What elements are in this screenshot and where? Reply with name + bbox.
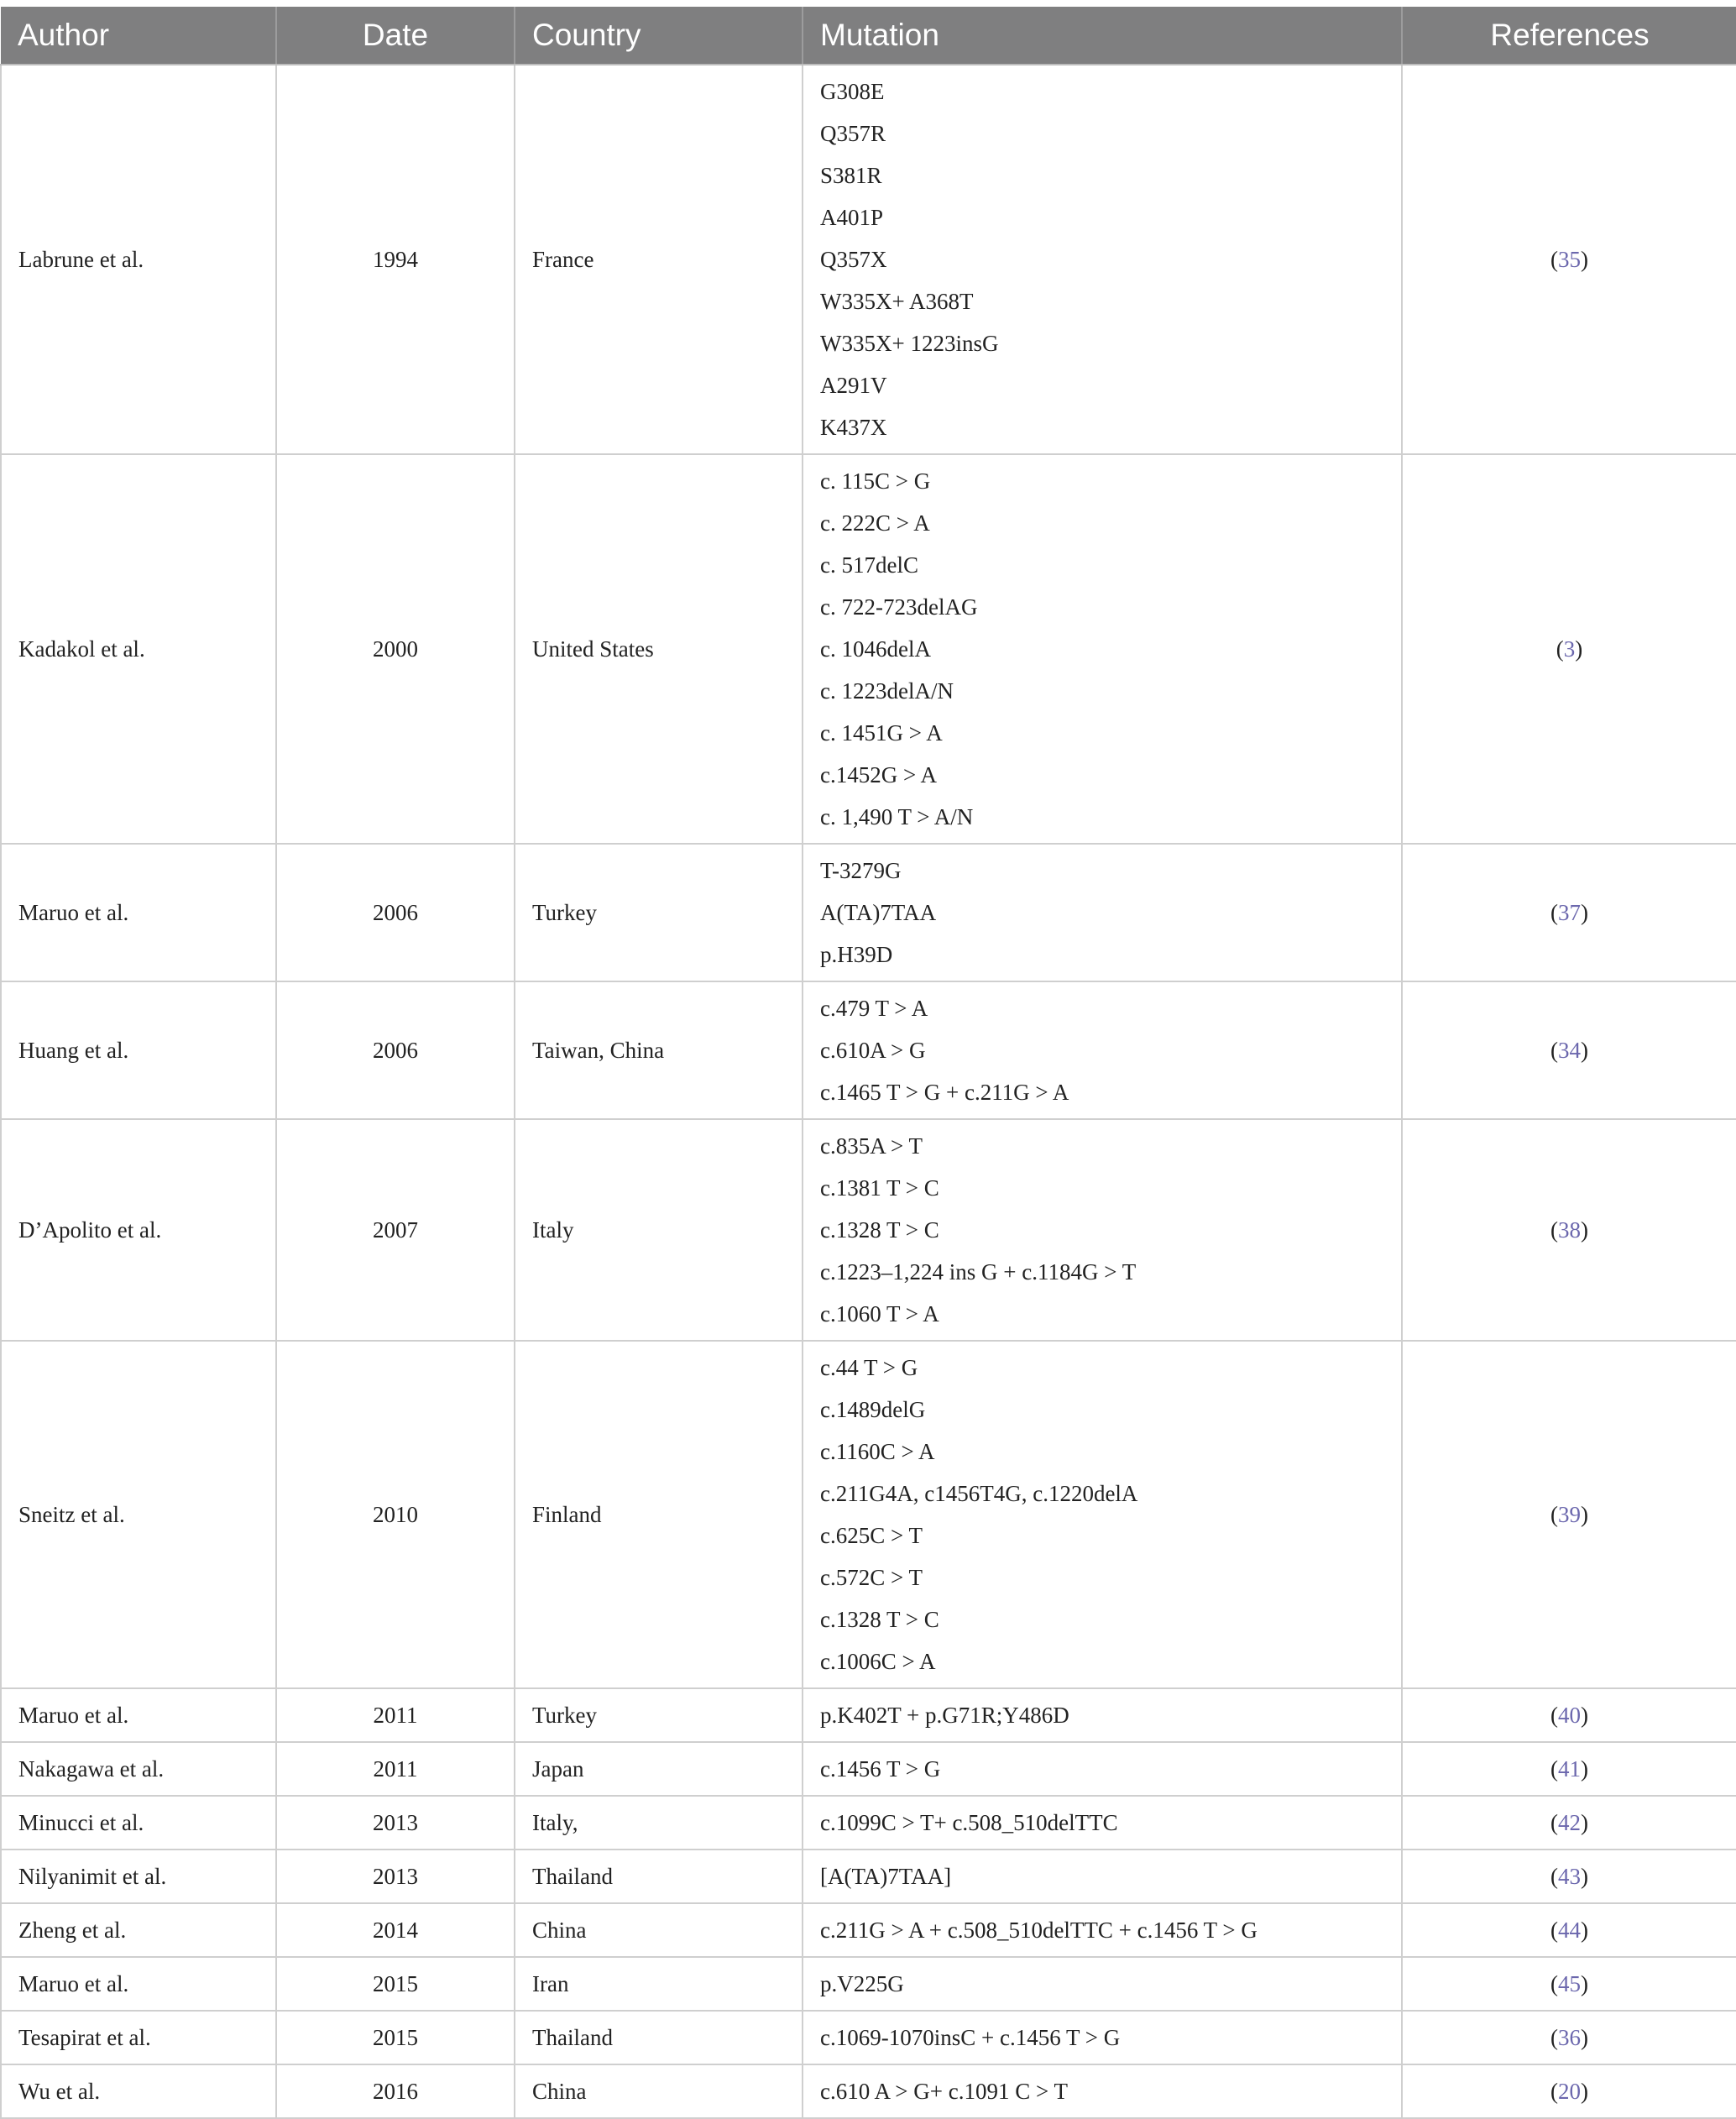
cell-country: Italy: [515, 1119, 803, 1341]
cell-date: 2013: [276, 1796, 515, 1850]
mutation-table: [0, 7, 1736, 2119]
table-row: [1, 1119, 1736, 1341]
mutation-entry: c. 722-723delAG: [820, 594, 978, 620]
reference-link[interactable]: 42: [1558, 1810, 1581, 1835]
reference-link[interactable]: 35: [1558, 247, 1581, 272]
mutation-entry: p.V225G: [820, 1971, 904, 1996]
mutation-entry: c.1456 T > G: [820, 1756, 941, 1782]
mutation-entry: c.1099C > T+ c.508_510delTTC: [820, 1810, 1118, 1835]
table-row: [1, 65, 1736, 454]
mutation-entry: W335X+ A368T: [820, 289, 974, 314]
mutation-entry: c. 1,490 T > A/N: [820, 804, 974, 829]
cell-author: Huang et al.: [1, 981, 276, 1119]
reference-link[interactable]: 36: [1558, 2025, 1581, 2050]
reference-link[interactable]: 38: [1558, 1217, 1581, 1243]
cell-reference: (36): [1402, 2011, 1736, 2064]
cell-country: Finland: [515, 1341, 803, 1688]
mutation-table-container: [0, 7, 1736, 2119]
reference-link[interactable]: 20: [1558, 2079, 1581, 2104]
mutation-entry: p.H39D: [820, 942, 893, 967]
mutation-entry: c.1328 T > C: [820, 1607, 939, 1632]
table-row: [1, 1957, 1736, 2011]
mutation-entry: c. 222C > A: [820, 510, 930, 536]
header-mutation: Mutation: [803, 7, 1402, 65]
mutation-entry: c.1060 T > A: [820, 1301, 939, 1326]
reference-link[interactable]: 45: [1558, 1971, 1581, 1996]
mutation-entry: c.610A > G: [820, 1038, 926, 1063]
cell-date: 2016: [276, 2064, 515, 2118]
cell-mutation: [803, 1742, 1402, 1796]
mutation-entry: T-3279G: [820, 858, 902, 883]
mutation-entry: A291V: [820, 373, 887, 398]
mutation-entry: G308E: [820, 79, 885, 104]
cell-date: 2014: [276, 1903, 515, 1957]
header-references: References: [1402, 7, 1736, 65]
cell-date: 2006: [276, 981, 515, 1119]
table-row: [1, 2064, 1736, 2118]
cell-reference: (40): [1402, 1688, 1736, 1742]
mutation-entry: p.K402T + p.G71R;Y486D: [820, 1703, 1069, 1728]
table-row: [1, 1742, 1736, 1796]
mutation-entry: c. 1223delA/N: [820, 678, 954, 704]
cell-mutation: [803, 1119, 1402, 1341]
mutation-entry: W335X+ 1223insG: [820, 331, 999, 356]
reference-link[interactable]: 44: [1558, 1918, 1581, 1943]
cell-country: Taiwan, China: [515, 981, 803, 1119]
cell-author: Nakagawa et al.: [1, 1742, 276, 1796]
cell-mutation: [803, 454, 1402, 844]
cell-author: Maruo et al.: [1, 1688, 276, 1742]
reference-link[interactable]: 41: [1558, 1756, 1581, 1782]
table-row: [1, 981, 1736, 1119]
header-author: Author: [1, 7, 276, 65]
cell-country: China: [515, 1903, 803, 1957]
mutation-entry: c.610 A > G+ c.1091 C > T: [820, 2079, 1068, 2104]
cell-mutation: [803, 844, 1402, 981]
cell-author: Wu et al.: [1, 2064, 276, 2118]
cell-date: 2000: [276, 454, 515, 844]
table-row: [1, 1796, 1736, 1850]
header-date: Date: [276, 7, 515, 65]
cell-mutation: [803, 2064, 1402, 2118]
mutation-entry: c.1160C > A: [820, 1439, 935, 1464]
cell-date: 2010: [276, 1341, 515, 1688]
cell-mutation: [803, 65, 1402, 454]
reference-link[interactable]: 3: [1563, 636, 1576, 662]
header-country: Country: [515, 7, 803, 65]
cell-country: Turkey: [515, 1688, 803, 1742]
mutation-entry: c.44 T > G: [820, 1355, 918, 1380]
mutation-entry: c.1489delG: [820, 1397, 926, 1422]
cell-author: D’Apolito et al.: [1, 1119, 276, 1341]
mutation-entry: c. 1451G > A: [820, 720, 943, 746]
cell-mutation: [803, 1903, 1402, 1957]
cell-reference: (45): [1402, 1957, 1736, 2011]
cell-country: France: [515, 65, 803, 454]
cell-country: Thailand: [515, 1850, 803, 1903]
mutation-entry: c.479 T > A: [820, 996, 928, 1021]
reference-link[interactable]: 39: [1558, 1502, 1581, 1527]
cell-reference: (44): [1402, 1903, 1736, 1957]
mutation-entry: c. 115C > G: [820, 468, 931, 494]
cell-reference: (39): [1402, 1341, 1736, 1688]
cell-author: Maruo et al.: [1, 1957, 276, 2011]
cell-date: 2013: [276, 1850, 515, 1903]
cell-author: Labrune et al.: [1, 65, 276, 454]
cell-author: Maruo et al.: [1, 844, 276, 981]
mutation-entry: c.1381 T > C: [820, 1175, 939, 1201]
table-row: [1, 1688, 1736, 1742]
mutation-entry: c.572C > T: [820, 1565, 923, 1590]
cell-author: Zheng et al.: [1, 1903, 276, 1957]
cell-reference: (42): [1402, 1796, 1736, 1850]
table-row: [1, 1341, 1736, 1688]
header-row: [1, 7, 1736, 65]
cell-reference: (34): [1402, 981, 1736, 1119]
mutation-entry: c. 517delC: [820, 552, 918, 578]
cell-mutation: [803, 2011, 1402, 2064]
mutation-entry: c.1452G > A: [820, 762, 937, 787]
cell-reference: (43): [1402, 1850, 1736, 1903]
mutation-entry: c.625C > T: [820, 1523, 923, 1548]
cell-mutation: [803, 1688, 1402, 1742]
cell-mutation: [803, 1957, 1402, 2011]
cell-country: Iran: [515, 1957, 803, 2011]
mutation-entry: c.1006C > A: [820, 1649, 936, 1674]
mutation-entry: K437X: [820, 415, 887, 440]
cell-date: 2007: [276, 1119, 515, 1341]
reference-link[interactable]: 34: [1558, 1038, 1581, 1063]
mutation-entry: c.1069-1070insC + c.1456 T > G: [820, 2025, 1121, 2050]
mutation-entry: c.211G4A, c1456T4G, c.1220delA: [820, 1481, 1138, 1506]
cell-reference: (37): [1402, 844, 1736, 981]
cell-mutation: [803, 1796, 1402, 1850]
cell-country: Italy,: [515, 1796, 803, 1850]
table-row: [1, 1903, 1736, 1957]
mutation-entry: c.1328 T > C: [820, 1217, 939, 1243]
cell-author: Nilyanimit et al.: [1, 1850, 276, 1903]
cell-author: Sneitz et al.: [1, 1341, 276, 1688]
cell-mutation: [803, 1341, 1402, 1688]
reference-link[interactable]: 40: [1558, 1703, 1581, 1728]
cell-date: 1994: [276, 65, 515, 454]
cell-country: Turkey: [515, 844, 803, 981]
cell-reference: (41): [1402, 1742, 1736, 1796]
mutation-entry: A(TA)7TAA: [820, 900, 937, 925]
table-row: [1, 454, 1736, 844]
mutation-entry: [A(TA)7TAA]: [820, 1864, 952, 1889]
cell-reference: (3): [1402, 454, 1736, 844]
cell-date: 2015: [276, 1957, 515, 2011]
mutation-entry: c.835A > T: [820, 1133, 923, 1159]
mutation-entry: Q357R: [820, 121, 886, 146]
cell-date: 2011: [276, 1688, 515, 1742]
cell-country: Thailand: [515, 2011, 803, 2064]
cell-date: 2011: [276, 1742, 515, 1796]
cell-author: Tesapirat et al.: [1, 2011, 276, 2064]
cell-author: Kadakol et al.: [1, 454, 276, 844]
table-row: [1, 1850, 1736, 1903]
reference-link[interactable]: 43: [1558, 1864, 1581, 1889]
table-header: [1, 7, 1736, 65]
cell-reference: (20): [1402, 2064, 1736, 2118]
mutation-entry: c. 1046delA: [820, 636, 931, 662]
mutation-entry: Q357X: [820, 247, 887, 272]
table-row: [1, 844, 1736, 981]
cell-country: United States: [515, 454, 803, 844]
cell-mutation: [803, 1850, 1402, 1903]
table-row: [1, 2011, 1736, 2064]
mutation-entry: c.211G > A + c.508_510delTTC + c.1456 T > G: [820, 1918, 1258, 1943]
reference-link[interactable]: 37: [1558, 900, 1581, 925]
cell-reference: (38): [1402, 1119, 1736, 1341]
mutation-entry: c.1465 T > G + c.211G > A: [820, 1080, 1069, 1105]
table-body: [1, 65, 1736, 2118]
mutation-entry: S381R: [820, 163, 882, 188]
mutation-entry: c.1223–1,224 ins G + c.1184G > T: [820, 1259, 1137, 1284]
mutation-entry: A401P: [820, 205, 884, 230]
cell-mutation: [803, 981, 1402, 1119]
cell-date: 2006: [276, 844, 515, 981]
cell-reference: (35): [1402, 65, 1736, 454]
cell-author: Minucci et al.: [1, 1796, 276, 1850]
cell-date: 2015: [276, 2011, 515, 2064]
cell-country: China: [515, 2064, 803, 2118]
cell-country: Japan: [515, 1742, 803, 1796]
